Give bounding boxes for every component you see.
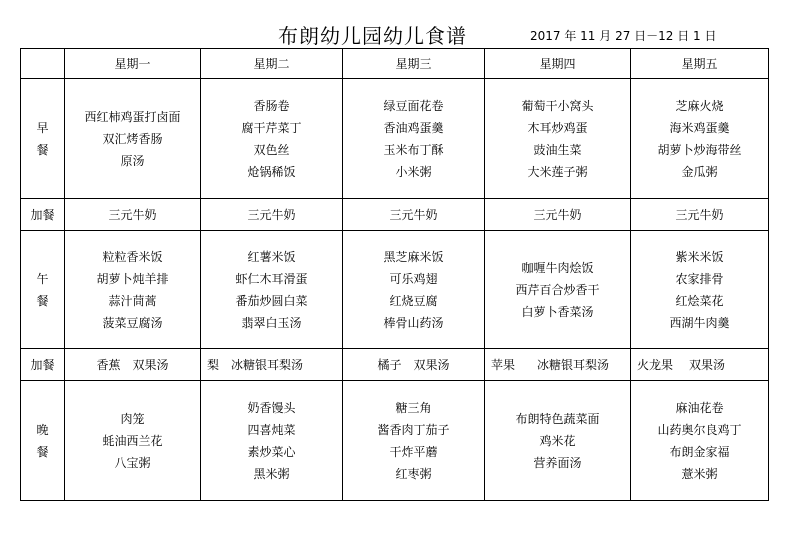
header-row <box>21 49 769 79</box>
dish: 西湖牛肉羹 <box>669 315 730 330</box>
menu-cell <box>65 381 201 501</box>
dish: 大米莲子粥 <box>527 164 588 179</box>
dish: 棒骨山药汤 <box>383 315 444 330</box>
breakfast-row <box>21 79 769 199</box>
dish: 红薯米饭 <box>247 249 296 264</box>
soup: 双果汤 <box>132 357 169 372</box>
dish: 红烧豆腐 <box>389 293 438 308</box>
dish: 黑米粥 <box>253 466 290 481</box>
menu-cell <box>201 381 343 501</box>
dish: 虾仁木耳滑蛋 <box>235 271 308 286</box>
menu-cell: 三元牛奶 <box>65 199 201 231</box>
day-header: 星期五 <box>631 49 769 79</box>
menu-cell <box>201 79 343 199</box>
dish: 金瓜粥 <box>681 164 718 179</box>
meal-label-snack1: 加餐 <box>21 199 65 231</box>
menu-cell <box>201 231 343 349</box>
dish: 营养面汤 <box>533 455 582 470</box>
dish: 白萝卜香菜汤 <box>521 304 594 319</box>
fruit: 香蕉 <box>96 357 121 372</box>
dish: 蚝油西兰花 <box>102 433 163 448</box>
dish: 胡萝卜炖羊排 <box>96 271 169 286</box>
dish: 海米鸡蛋羹 <box>669 120 730 135</box>
dish: 豉油生菜 <box>533 142 582 157</box>
menu-cell <box>631 79 769 199</box>
menu-cell <box>343 381 485 501</box>
day-header: 星期四 <box>485 49 631 79</box>
dish: 木耳炒鸡蛋 <box>527 120 588 135</box>
dish: 粒粒香米饭 <box>102 249 163 264</box>
menu-cell <box>485 231 631 349</box>
menu-cell: 三元牛奶 <box>201 199 343 231</box>
menu-cell <box>343 79 485 199</box>
dish: 布朗特色蔬菜面 <box>515 411 600 426</box>
dish: 西红柿鸡蛋打卤面 <box>84 109 181 124</box>
meal-label-snack2: 加餐 <box>21 349 65 381</box>
menu-table <box>20 48 769 501</box>
dish: 菠菜豆腐汤 <box>102 315 163 330</box>
snack1-row <box>21 199 769 231</box>
dish: 双汇烤香肠 <box>102 131 163 146</box>
fruit: 梨 <box>207 357 220 372</box>
soup: 冰糖银耳梨汤 <box>537 357 610 372</box>
dish: 香肠卷 <box>253 98 290 113</box>
dish: 肉笼 <box>120 411 145 426</box>
menu-cell <box>631 231 769 349</box>
soup: 双果汤 <box>689 357 726 372</box>
dish: 酱香肉丁茄子 <box>377 422 450 437</box>
dish: 红烩菜花 <box>675 293 724 308</box>
menu-cell <box>65 349 201 381</box>
meal-label-lunch: 午 餐 <box>21 231 65 349</box>
menu-cell: 三元牛奶 <box>343 199 485 231</box>
dish: 糖三角 <box>395 400 432 415</box>
menu-cell <box>65 79 201 199</box>
dish: 葡萄干小窝头 <box>521 98 594 113</box>
dish: 原汤 <box>120 153 145 168</box>
dish: 可乐鸡翅 <box>389 271 438 286</box>
dish: 腐干芹菜丁 <box>241 120 302 135</box>
dish: 绿豆面花卷 <box>383 98 444 113</box>
dish: 八宝粥 <box>114 455 151 470</box>
dish: 干炸平蘑 <box>389 444 438 459</box>
dish: 薏米粥 <box>681 466 718 481</box>
page-title: 布朗幼儿园幼儿食谱 <box>278 24 467 48</box>
dish: 西芹百合炒香干 <box>515 282 600 297</box>
day-header: 星期三 <box>343 49 485 79</box>
dish: 双色丝 <box>253 142 290 157</box>
menu-cell: 三元牛奶 <box>485 199 631 231</box>
snack2-row <box>21 349 769 381</box>
dish: 紫米米饭 <box>675 249 724 264</box>
meal-label-breakfast: 早 餐 <box>21 79 65 199</box>
dish: 芝麻火烧 <box>675 98 724 113</box>
menu-cell <box>485 381 631 501</box>
fruit: 橘子 <box>377 357 402 372</box>
dish: 咖喱牛肉烩饭 <box>521 260 594 275</box>
soup: 冰糖银耳梨汤 <box>231 357 304 372</box>
menu-cell <box>631 349 769 381</box>
day-header: 星期二 <box>201 49 343 79</box>
dish: 素炒菜心 <box>247 444 296 459</box>
meal-label-dinner: 晚 餐 <box>21 381 65 501</box>
menu-cell <box>201 349 343 381</box>
dish: 小米粥 <box>395 164 432 179</box>
dish: 玉米布丁酥 <box>383 142 444 157</box>
fruit: 苹果 <box>491 357 516 372</box>
menu-cell <box>65 231 201 349</box>
dish: 翡翠白玉汤 <box>241 315 302 330</box>
menu-cell <box>343 231 485 349</box>
lunch-row <box>21 231 769 349</box>
dish: 四喜炖菜 <box>247 422 296 437</box>
menu-cell <box>343 349 485 381</box>
dish: 奶香馒头 <box>247 400 296 415</box>
dish: 香油鸡蛋羹 <box>383 120 444 135</box>
dish: 布朗金家福 <box>669 444 730 459</box>
menu-cell <box>485 79 631 199</box>
menu-cell <box>485 349 631 381</box>
dinner-row <box>21 381 769 501</box>
dish: 鸡米花 <box>539 433 576 448</box>
dish: 黑芝麻米饭 <box>383 249 444 264</box>
dish: 红枣粥 <box>395 466 432 481</box>
menu-cell <box>631 381 769 501</box>
menu-cell: 三元牛奶 <box>631 199 769 231</box>
dish: 农家排骨 <box>675 271 724 286</box>
dish: 胡萝卜炒海带丝 <box>657 142 742 157</box>
corner-cell <box>21 49 65 79</box>
dish: 番茄炒圆白菜 <box>235 293 308 308</box>
dish: 炝锅稀饭 <box>247 164 296 179</box>
fruit: 火龙果 <box>637 357 674 372</box>
day-header: 星期一 <box>65 49 201 79</box>
dish: 山药奥尔良鸡丁 <box>657 422 742 437</box>
date-range: 2017 年 11 月 27 日－12 日 1 日 <box>530 29 717 43</box>
soup: 双果汤 <box>413 357 450 372</box>
dish: 麻油花卷 <box>675 400 724 415</box>
dish: 蒜汁茼蒿 <box>108 293 157 308</box>
